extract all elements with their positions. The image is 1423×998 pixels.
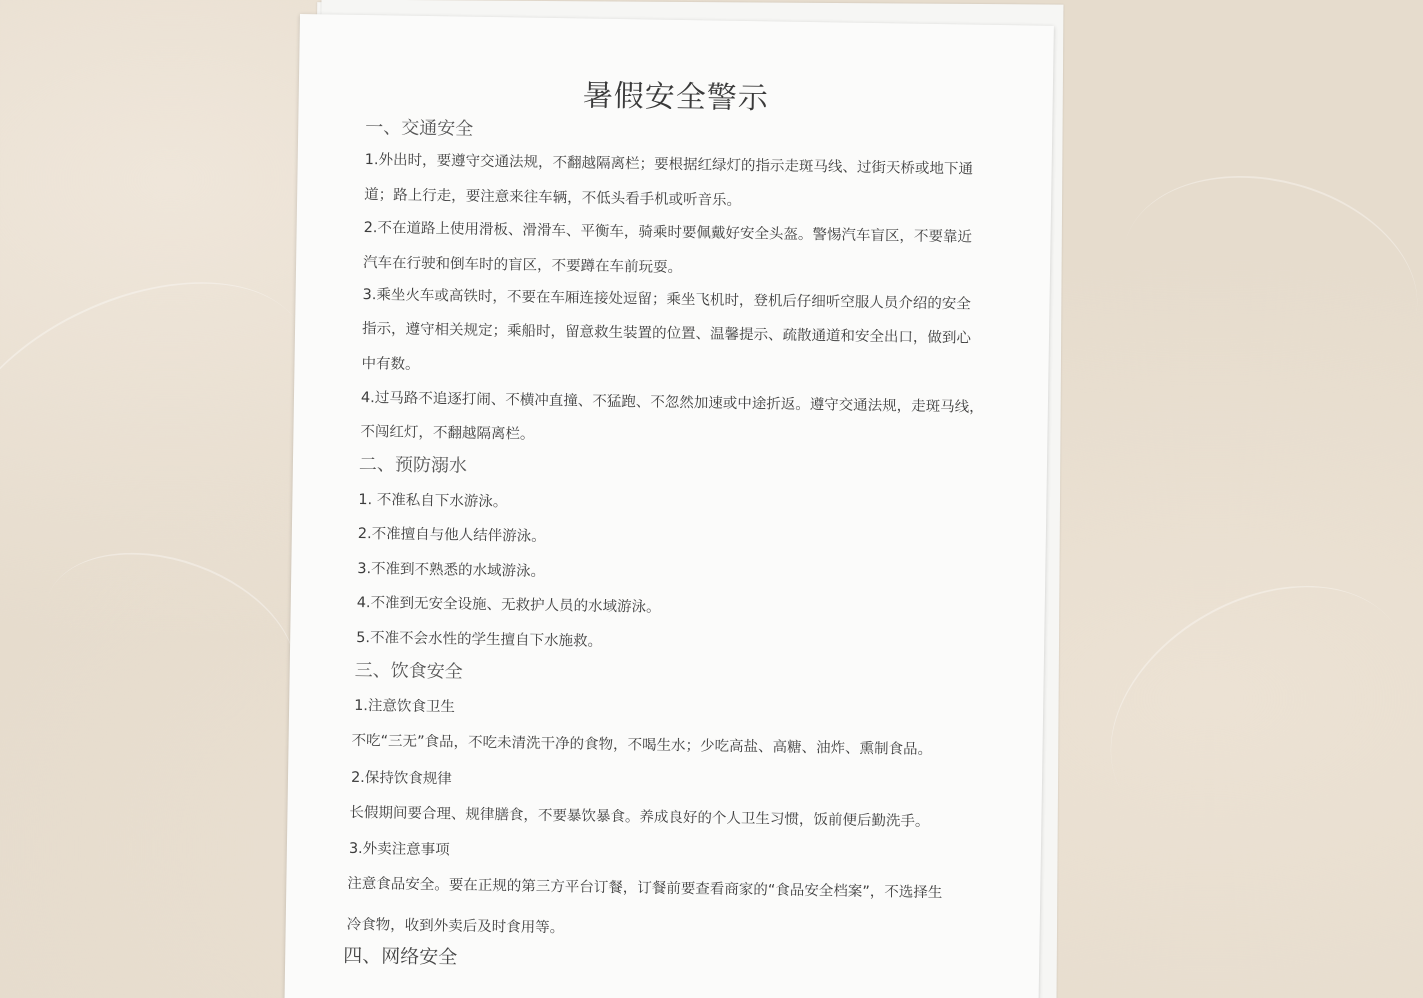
paragraph-line: 指示，遵守相关规定；乘船时，留意救生装置的位置、温馨提示、疏散通道和安全出口，做到心: [361, 321, 972, 347]
paragraph-line: 注意食品安全。要在正规的第三方平台订餐，订餐前要查看商家的“食品安全档案”，不选择生: [347, 875, 943, 902]
marble-vein: [1066, 535, 1423, 887]
section-heading-network: 四、网络安全: [343, 944, 458, 969]
paragraph-line: 不闯红灯，不翻越隔离栏。: [360, 424, 535, 443]
marble-vein: [1099, 145, 1423, 418]
paragraph-line: 3.不准到不熟悉的水域游泳。: [357, 560, 546, 580]
paragraph-line: 中有数。: [361, 356, 420, 373]
paragraph-line: 汽车在行驶和倒车时的盲区，不要蹲在车前玩耍。: [362, 255, 683, 277]
section-heading-food: 三、饮食安全: [354, 659, 463, 683]
paragraph-line: 5.不准不会水性的学生擅自下水施救。: [356, 629, 603, 650]
paragraph-line: 1.注意饮食卫生: [354, 697, 456, 716]
document-title: 暑假安全警示: [582, 78, 769, 117]
paragraph-line: 1.外出时，要遵守交通法规，不翻越隔离栏；要根据红绿灯的指示走斑马线、过街天桥或地下通: [364, 152, 974, 178]
section-heading-drowning: 二、预防溺水: [358, 453, 468, 477]
paragraph-line: 2.保持饮食规律: [350, 769, 452, 788]
paragraph-line: 1. 不准私自下水游泳。: [358, 491, 508, 511]
paragraph-line: 2.不在道路上使用滑板、滑滑车、平衡车，骑乘时要佩戴好安全头盔。警惕汽车盲区，不要靠近: [363, 220, 973, 246]
paragraph-line: 2.不准擅自与他人结伴游泳。: [357, 525, 546, 545]
marble-vein: [20, 520, 320, 761]
paragraph-line: 道；路上行走，要注意来往车辆，不低头看手机或听音乐。: [364, 187, 742, 209]
paragraph-line: 4.过马路不追逐打闹、不横冲直撞、不猛跑、不忽然加速或中途折返。遵守交通法规，走斑马线，: [360, 390, 984, 416]
paragraph-line: 4.不准到无安全设施、无救护人员的水域游泳。: [356, 594, 661, 616]
paragraph-line: 冷食物，收到外卖后及时食用等。: [346, 916, 565, 937]
section-heading-traffic: 一、交通安全: [365, 117, 474, 140]
document-page: [284, 14, 1054, 998]
paragraph-line: 3.外卖注意事项: [348, 840, 450, 859]
paragraph-line: 3.乘坐火车或高铁时，不要在车厢连接处逗留；乘坐飞机时，登机后仔细听空服人员介绍的安全: [362, 287, 971, 313]
paragraph-line: 不吃“三无”食品，不吃未清洗干净的食物，不喝生水；少吃高盐、高糖、油炸、熏制食品。: [351, 732, 933, 759]
paragraph-line: 长假期间要合理、规律膳食，不要暴饮暴食。养成良好的个人卫生习惯，饭前便后勤洗手。: [349, 804, 930, 830]
